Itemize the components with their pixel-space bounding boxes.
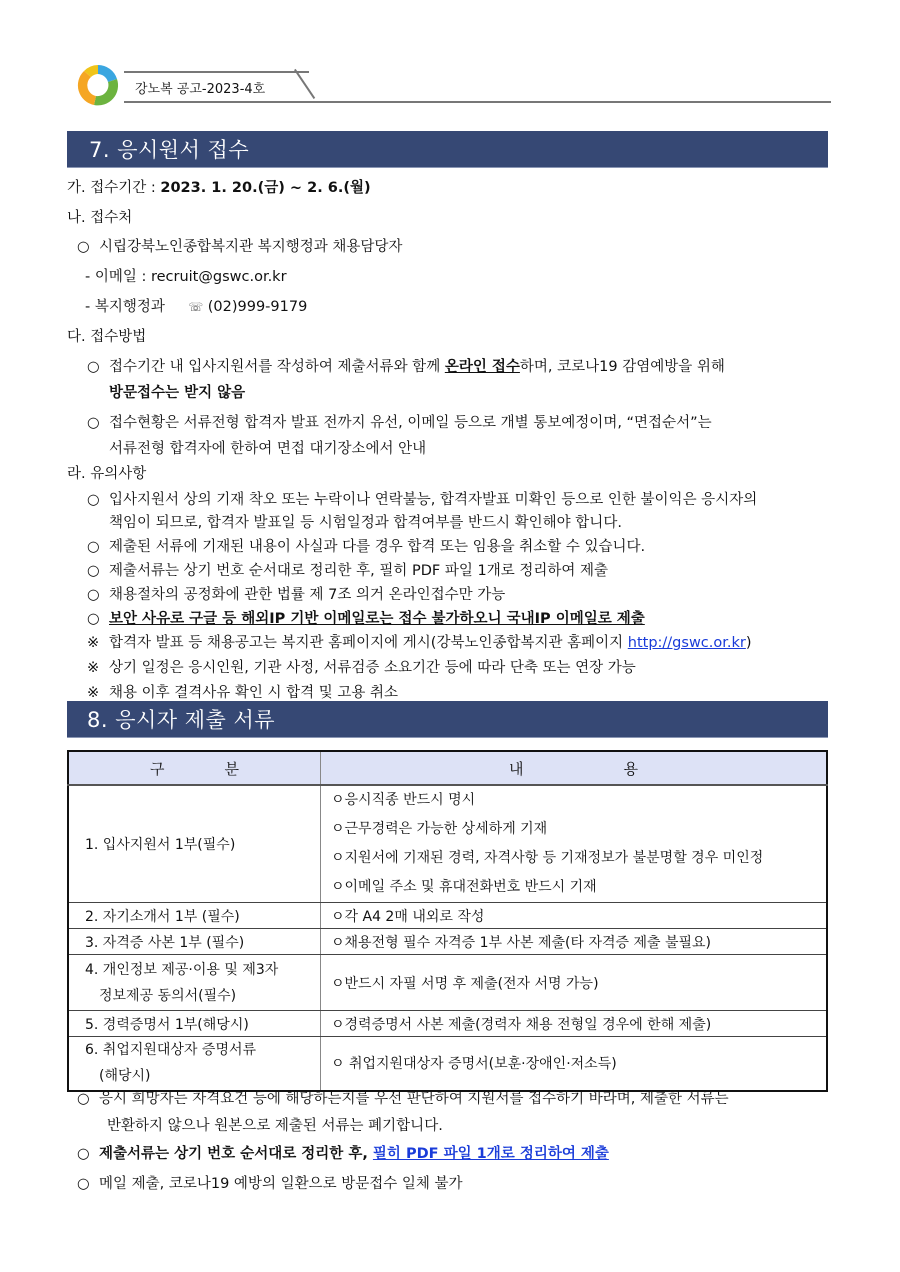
row-1-content (321, 785, 828, 903)
no-visit-notice: 방문접수는 받지 않음 (109, 385, 246, 401)
notes-item-3-text: 제출서류는 상기 번호 순서대로 정리한 후, 필히 PDF 파일 1개로 정리하여 제출 (109, 563, 608, 579)
circle-bullet-icon: ○ (77, 239, 90, 255)
phone-line (85, 295, 307, 316)
notes-item-2 (87, 535, 645, 556)
ref-note-2 (87, 656, 636, 677)
row-5-name: 5. 경력증명서 1부(해당시) (68, 1011, 321, 1037)
after-item-3 (77, 1172, 462, 1193)
row-4-name-line-1: 4. 개인정보 제공·이용 및 제3자 (85, 961, 279, 978)
phone-label: - 복지행정과 (85, 299, 165, 315)
notes-item-1 (87, 488, 757, 509)
header-content-char-2: 용 (623, 759, 638, 778)
period-label: 가. 접수기간 : (67, 180, 161, 196)
notes-item-3 (87, 559, 608, 580)
notes-item-1-text: 입사지원서 상의 기재 착오 또는 누락이나 연락불능, 합격자발표 미확인 등으로 인한 불이익은 응시자의 (109, 492, 758, 508)
after-item-1-text: 응시 희망자는 자격요건 등에 해당하는지를 우선 판단하여 지원서를 접수하기 바라며, 제출한 서류는 (99, 1091, 729, 1107)
row-6-content: ㅇ 취업지원대상자 증명서(보훈·장애인·저소득) (321, 1037, 828, 1091)
table-row (68, 1011, 827, 1037)
row-3-name: 3. 자격증 사본 1부 (필수) (68, 929, 321, 955)
method-label: 다. 접수방법 (67, 329, 147, 345)
header-category-char-1: 구 (150, 759, 165, 778)
document-number: 강노복 공고-2023-4호 (135, 82, 266, 97)
ref-note-2-text: 상기 일정은 응시인원, 기관 사정, 서류검증 소요기간 등에 따라 단축 또는 연장 가능 (109, 660, 636, 676)
header-rule-bottom (124, 101, 831, 103)
pdf-submission-link[interactable]: 필히 PDF 파일 1개로 정리하여 제출 (372, 1146, 609, 1162)
table-header-row (68, 751, 827, 785)
circle-bullet-icon: ○ (77, 1146, 90, 1162)
row-1-name: 1. 입사지원서 1부(필수) (68, 785, 321, 903)
table-row (68, 1037, 827, 1091)
circle-bullet-icon: ○ (87, 611, 100, 627)
email-line (85, 265, 287, 286)
section-7-header (67, 131, 828, 168)
ref-note-3-text: 채용 이후 결격사유 확인 시 합격 및 고용 취소 (109, 685, 398, 701)
header-content-char-1: 내 (509, 759, 524, 778)
phone-number: (02)999-9179 (207, 299, 308, 315)
method-item-2 (87, 411, 712, 432)
email-label: - 이메일 : (85, 269, 151, 285)
org-name: 시립강북노인종합복지관 복지행정과 채용담당자 (99, 239, 403, 255)
table-row (68, 903, 827, 929)
circle-bullet-icon: ○ (77, 1091, 90, 1107)
circle-bullet-icon: ○ (87, 492, 100, 508)
ref-note-3 (87, 681, 398, 702)
after-item-3-text: 메일 제출, 코로나19 예방의 일환으로 방문접수 일체 불가 (99, 1176, 463, 1192)
header-category-char-2: 분 (224, 759, 239, 778)
row-4-name-line-2: 정보제공 동의서(필수) (99, 987, 237, 1004)
circle-bullet-icon: ○ (87, 587, 100, 603)
row-1-content-line: ㅇ근무경력은 가능한 상세하게 기재 (331, 821, 548, 837)
section-8-header (67, 701, 828, 738)
notes-item-4-text: 채용절차의 공정화에 관한 법률 제 7조 의거 온라인접수만 가능 (109, 587, 506, 603)
row-1-content-line: ㅇ이메일 주소 및 휴대전화번호 반드시 기재 (331, 879, 597, 895)
after-item-2 (77, 1142, 609, 1163)
row-5-content: ㅇ경력증명서 사본 제출(경력자 채용 전형일 경우에 한해 제출) (321, 1011, 828, 1037)
section-8-title: 8. 응시자 제출 서류 (87, 708, 276, 732)
circle-bullet-icon: ○ (87, 539, 100, 555)
notes-item-2-text: 제출된 서류에 기재된 내용이 사실과 다를 경우 합격 또는 임용을 취소할 수 있습니다. (109, 539, 646, 555)
place-org (77, 235, 402, 256)
notes-item-1-cont: 책임이 되므로, 합격자 발표일 등 시험일정과 합격여부를 반드시 확인해야 합니다. (109, 515, 622, 531)
row-3-content: ㅇ채용전형 필수 자격증 1부 사본 제출(타 자격증 제출 불필요) (321, 929, 828, 955)
reference-mark-icon: ※ (87, 685, 100, 701)
method-item-2-text: 접수현황은 서류전형 합격자 발표 전까지 유선, 이메일 등으로 개별 통보예정이며, “면접순서”는 (109, 415, 712, 431)
row-6-name (68, 1037, 321, 1091)
method-item-1-text-end: 하며, 코로나19 감염예방을 위해 (519, 359, 725, 375)
circular-tricolor-logo-icon (74, 61, 122, 109)
circle-bullet-icon: ○ (87, 415, 100, 431)
circle-bullet-icon: ○ (77, 1176, 90, 1192)
row-2-content: ㅇ각 A4 2매 내외로 작성 (321, 903, 828, 929)
ref-note-1-close: ) (745, 635, 752, 651)
ref-note-1 (87, 631, 752, 652)
circle-bullet-icon: ○ (87, 359, 100, 375)
period-value: 2023. 1. 20.(금) ~ 2. 6.(월) (160, 180, 371, 196)
after-item-1-cont: 반환하지 않으나 원본으로 제출된 서류는 폐기합니다. (107, 1118, 443, 1134)
after-item-2-text: 제출서류는 상기 번호 순서대로 정리한 후, (99, 1146, 373, 1162)
reference-mark-icon: ※ (87, 660, 100, 676)
notes-label: 라. 유의사항 (67, 466, 147, 482)
table-row (68, 785, 827, 903)
notes-item-5-text: 보안 사유로 구글 등 해외IP 기반 이메일로는 접수 불가하오니 국내IP 이메일로 제출 (109, 611, 645, 627)
notes-item-4 (87, 583, 505, 604)
header-rule-top (124, 71, 309, 73)
method-item-1-text: 접수기간 내 입사지원서를 작성하여 제출서류와 함께 (109, 359, 445, 375)
section-7-title: 7. 응시원서 접수 (89, 138, 250, 162)
row-6-name-line-1: 6. 취업지원대상자 증명서류 (85, 1042, 257, 1059)
email-address[interactable]: recruit@gswc.or.kr (150, 269, 287, 285)
row-4-name (68, 955, 321, 1011)
method-item-1 (87, 355, 725, 376)
online-emphasis: 온라인 접수 (444, 359, 520, 375)
table-row (68, 929, 827, 955)
homepage-link[interactable]: http://gswc.or.kr (627, 635, 746, 651)
reference-mark-icon: ※ (87, 635, 100, 651)
notes-item-5 (87, 607, 645, 628)
method-item-2-cont: 서류전형 합격자에 한하여 면접 대기장소에서 안내 (109, 441, 427, 457)
after-item-1 (77, 1087, 729, 1108)
header-content (321, 751, 828, 785)
telephone-icon: ☏ (188, 300, 204, 314)
row-6-name-line-2: (해당시) (99, 1068, 151, 1085)
application-period (67, 176, 371, 197)
circle-bullet-icon: ○ (87, 563, 100, 579)
row-2-name: 2. 자기소개서 1부 (필수) (68, 903, 321, 929)
row-1-content-line: ㅇ응시직종 반드시 명시 (331, 792, 476, 808)
header-category (68, 751, 321, 785)
required-documents-table (67, 750, 828, 1092)
row-1-content-line: ㅇ지원서에 기재된 경력, 자격사항 등 기재정보가 불분명할 경우 미인정 (331, 850, 764, 866)
place-label: 나. 접수처 (67, 210, 133, 226)
row-4-content: ㅇ반드시 자필 서명 후 제출(전자 서명 가능) (321, 955, 828, 1011)
header-rule-slant (294, 69, 315, 99)
ref-note-1-text: 합격자 발표 등 채용공고는 복지관 홈페이지에 게시(강북노인종합복지관 홈페이지 (109, 635, 628, 651)
table-row (68, 955, 827, 1011)
